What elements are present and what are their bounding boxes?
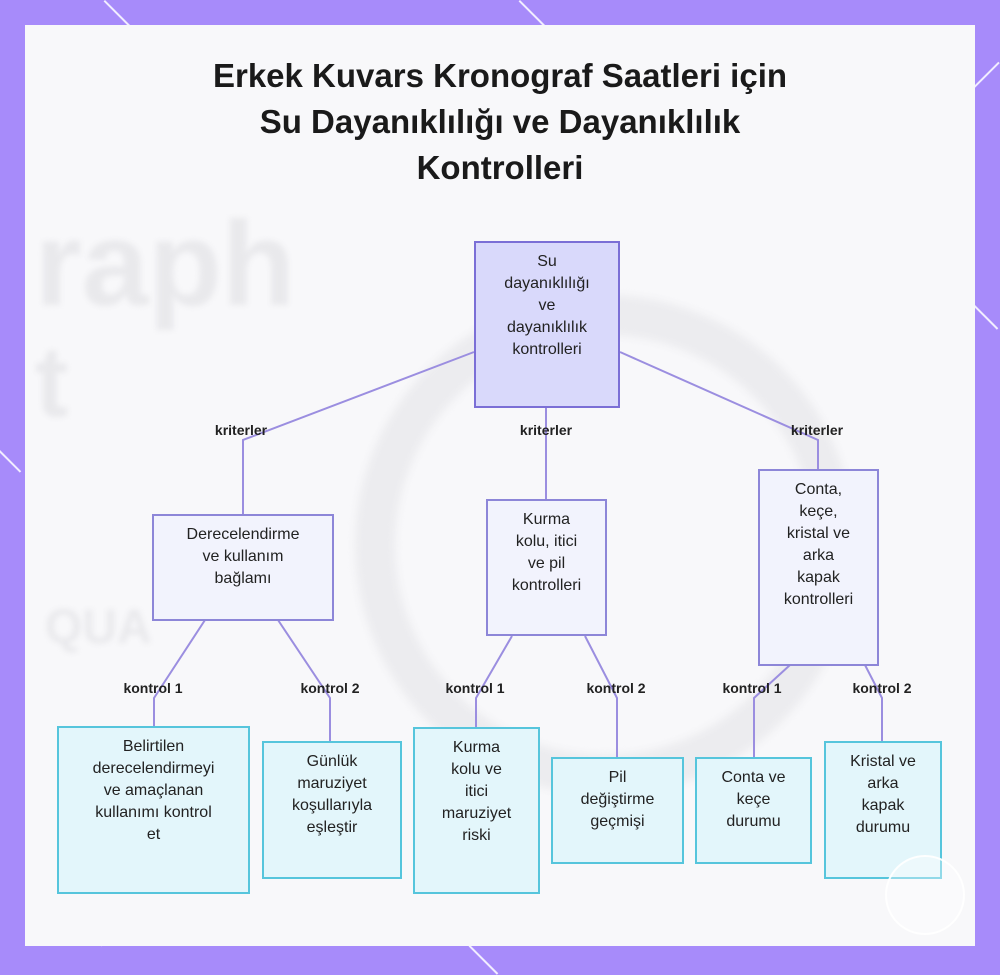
node-text: kontrolleri — [511, 577, 582, 594]
node-text: kolu, itici — [515, 533, 578, 550]
category-node-gasket-crystal — [758, 469, 879, 666]
node-text: et — [146, 826, 161, 843]
node-text: Derecelendirme — [186, 526, 300, 543]
background-watermark-text: raph — [35, 197, 296, 331]
node-text: Su — [537, 253, 557, 270]
node-text: kristal ve — [786, 525, 851, 542]
edge-c1-k1 — [154, 620, 205, 727]
leaf-node-battery-history — [551, 757, 684, 864]
edge-label: kontrol 2 — [852, 680, 912, 696]
node-text: ve — [538, 297, 556, 314]
edge-label: kriterler — [214, 422, 268, 438]
edge-label: kriterler — [790, 422, 844, 438]
node-text: durumu — [855, 819, 911, 836]
edge-label: kontrol 1 — [445, 680, 505, 696]
root-node — [474, 241, 620, 408]
node-text: arka — [867, 775, 899, 792]
node-text: itici — [464, 783, 489, 800]
leaf-node-daily-exposure — [262, 741, 402, 879]
node-text: bağlamı — [214, 570, 272, 587]
node-text: eşleştir — [306, 819, 358, 836]
node-text: Kurma — [452, 739, 501, 756]
node-text: kapak — [797, 569, 840, 586]
edge-label: kriterler — [519, 422, 573, 438]
node-text: keçe — [736, 791, 771, 808]
edge-label: kontrol 1 — [722, 680, 782, 696]
edge-label: kontrol 2 — [586, 680, 646, 696]
node-text: kontrolleri — [783, 591, 854, 608]
background-watermark-text: t — [35, 326, 69, 438]
leaf-node-gasket-condition — [695, 757, 812, 864]
node-text: kolu ve — [451, 761, 502, 778]
seal-badge — [885, 855, 965, 935]
node-text: Conta ve — [721, 769, 786, 786]
node-text: keçe, — [799, 503, 838, 520]
node-text: kullanımı kontrol — [95, 804, 212, 821]
category-node-crown-pusher-battery — [486, 499, 607, 636]
leaf-node-rating-check — [57, 726, 250, 894]
node-text: geçmişi — [590, 813, 645, 830]
edge-c2-k2 — [585, 636, 617, 758]
node-text: koşullarıyla — [291, 797, 373, 814]
edge-label: kontrol 2 — [300, 680, 360, 696]
node-text: ve kullanım — [202, 548, 284, 565]
node-text: Kurma — [522, 511, 571, 528]
edge-label: kontrol 1 — [123, 680, 183, 696]
node-text: değiştirme — [580, 791, 655, 808]
background-watermark-text: QUA — [45, 601, 152, 654]
node-text: Günlük — [306, 753, 358, 770]
title-line: Erkek Kuvars Kronograf Saatleri için — [212, 57, 788, 94]
node-text: Belirtilen — [122, 738, 185, 755]
title-line: Su Dayanıklılığı ve Dayanıklılık — [259, 103, 741, 140]
node-text: ve pil — [527, 555, 566, 572]
node-text: dayanıklılığı — [504, 275, 590, 292]
node-text: riski — [462, 827, 491, 844]
node-text: Kristal ve — [850, 753, 916, 770]
node-text: ve amaçlanan — [103, 782, 204, 799]
node-text: Pil — [608, 769, 627, 786]
category-node-rating — [152, 514, 334, 621]
node-text: arka — [802, 547, 835, 564]
title-line: Kontrolleri — [416, 149, 584, 186]
node-text: kapak — [861, 797, 905, 814]
edge-root-left — [243, 352, 474, 515]
leaf-node-crown-exposure — [413, 727, 540, 894]
node-text: maruziyet — [297, 775, 367, 792]
edge-root-right — [620, 352, 818, 470]
node-text: kontrolleri — [512, 341, 582, 358]
edge-c3-k1 — [754, 665, 790, 758]
node-text: dayanıklılık — [506, 319, 588, 336]
node-text: Conta, — [794, 481, 843, 498]
node-text: durumu — [726, 813, 781, 830]
node-text: derecelendirmeyi — [92, 760, 215, 777]
node-text: maruziyet — [441, 805, 512, 822]
edge-c3-k2 — [865, 665, 882, 742]
